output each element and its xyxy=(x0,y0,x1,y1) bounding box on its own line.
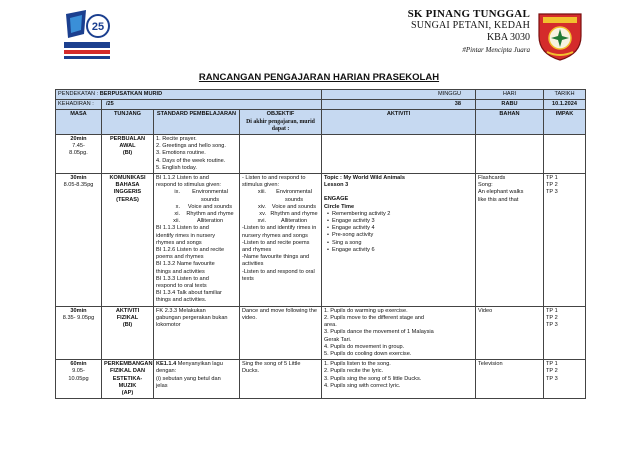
objektif-line: - Listen to and respond to xyxy=(242,175,306,182)
masa-cell xyxy=(56,174,102,307)
bahan-line: An elephant walks xyxy=(478,189,524,196)
approach-cell xyxy=(56,90,322,100)
standard-line: things and activities. xyxy=(156,297,207,304)
objektif-cell xyxy=(240,306,322,359)
list-number: xiv. xyxy=(258,203,266,210)
table-row xyxy=(56,360,586,399)
header-impak: IMPAK xyxy=(544,110,586,135)
standard-line: BI 1.3.4 Talk about familiar xyxy=(156,290,222,297)
standard-text: Menyanyikan lagu xyxy=(176,361,223,368)
standard-line: 1. Recite prayer. xyxy=(156,136,197,143)
table-row xyxy=(56,306,586,359)
aktiviti-cell xyxy=(322,306,476,359)
list-number: xi. xyxy=(174,211,180,218)
week-value: 38 xyxy=(322,100,476,110)
standard-line: BI 1.3.2 Name favourite xyxy=(156,261,215,268)
table-row xyxy=(56,174,586,307)
standard-roman-list xyxy=(156,189,237,225)
header-standard: STANDARD PEMBELAJARAN xyxy=(154,110,240,135)
objektif-line: stimulus given: xyxy=(242,182,279,189)
activity-line: 3. Pupils dance the movement of 1 Malaysia xyxy=(324,329,434,336)
objektif-line: -Listen to and respond to oral xyxy=(242,268,315,275)
header-tunjang: TUNJANG xyxy=(102,110,154,135)
standard-line xyxy=(156,361,237,368)
standard-cell xyxy=(154,360,240,399)
masa-time: 8.05-8.35pg xyxy=(63,182,94,189)
impak-level: TP 3 xyxy=(546,375,558,382)
list-item xyxy=(252,204,319,211)
bahan-cell xyxy=(476,135,544,174)
standard-line: poems and rhymes xyxy=(156,254,204,261)
standard-line: jelas xyxy=(156,382,168,389)
standard-line: BI 1.2.6 Listen to and recite xyxy=(156,247,225,254)
standard-line: dengan: xyxy=(156,368,177,375)
objektif-line: video. xyxy=(242,314,257,321)
standard-line: respond to stimulus given: xyxy=(156,182,221,189)
masa-cell xyxy=(56,306,102,359)
objektif-line: -Listen to and identify rimes in xyxy=(242,225,317,232)
tunjang-text: AKTIVITI xyxy=(115,307,140,314)
column-header-row xyxy=(56,110,586,135)
tunjang-text: ESTETIKA- MUZIK xyxy=(112,375,143,389)
masa-cell xyxy=(56,360,102,399)
list-item xyxy=(252,211,319,218)
header-objektif-label: OBJEKTIF xyxy=(266,111,295,118)
impak-cell xyxy=(544,135,586,174)
activity-engage-heading: ENGAGE xyxy=(324,196,349,203)
standard-line: FK 2.3.3 Melakukan xyxy=(156,307,206,314)
tunjang-cell xyxy=(102,306,154,359)
objektif-line: -Listen to and recite poems xyxy=(242,239,310,246)
activity-line: area. xyxy=(324,322,337,329)
objektif-line: -Name favourite things and xyxy=(242,254,310,261)
school-location: SUNGAI PETANI, KEDAH xyxy=(410,20,530,31)
objektif-line: and rhymes xyxy=(242,247,272,254)
tunjang-cell xyxy=(102,360,154,399)
list-item xyxy=(166,218,237,225)
list-item: • Engage activity 4 xyxy=(324,225,473,232)
activity-bullet-list xyxy=(324,211,473,254)
school-crest-icon xyxy=(535,8,585,62)
standard-cell xyxy=(154,174,240,307)
logo-number: 25 xyxy=(91,21,105,33)
tunjang-text: AWAL xyxy=(119,143,136,150)
masa-duration: 30min xyxy=(70,175,87,182)
bahan-line: like this and that xyxy=(478,196,519,203)
day-label: HARI xyxy=(476,90,544,100)
header-objektif-sub: Di akhir pengajaran, murid dapat : xyxy=(246,118,315,132)
list-text: Alliteration xyxy=(280,218,308,225)
impak-cell xyxy=(544,174,586,307)
impak-level: TP 1 xyxy=(546,175,558,182)
masa-duration: 60min xyxy=(70,361,87,368)
tunjang-text: FIZIKAL DAN xyxy=(109,368,145,375)
bahan-line: Flashcards xyxy=(478,175,506,182)
tunjang-text: PERKEMBANGAN xyxy=(104,361,153,368)
impak-level: TP 2 xyxy=(546,368,558,375)
activity-line: 1. Pupils do warming up exercise. xyxy=(324,307,408,314)
standard-line: BI 1.1.2 Listen to and xyxy=(156,175,209,182)
school-anniversary-logo xyxy=(62,8,112,62)
list-item: • Sing a song xyxy=(324,240,473,247)
list-text: Environmental sounds xyxy=(192,189,228,203)
standard-line: 5. English today. xyxy=(156,164,197,171)
standard-line: (i) sebutan yang betul dan xyxy=(156,375,221,382)
info-row-approach xyxy=(56,90,586,100)
objektif-line: nursery rhymes and songs xyxy=(242,232,308,239)
attendance-label: KEHADIRAN : xyxy=(56,100,102,110)
tunjang-text: (AP) xyxy=(121,389,134,396)
date-value: 10.1.2024 xyxy=(544,100,586,110)
info-row-attendance xyxy=(56,100,586,110)
list-item xyxy=(252,218,319,225)
school-name: SK PINANG TUNGGAL xyxy=(407,8,530,20)
header-objektif xyxy=(240,110,322,135)
standard-line: identify rimes in nursery xyxy=(156,232,216,239)
approach-label: PENDEKATAN : xyxy=(58,91,99,97)
objektif-line: texts xyxy=(242,275,254,282)
standard-code: KE1.1.4 xyxy=(156,361,177,368)
bahan-line: Video xyxy=(478,307,493,314)
activity-circle-heading: Circle Time xyxy=(324,203,355,210)
bahan-cell xyxy=(476,360,544,399)
aktiviti-cell xyxy=(322,135,476,174)
tunjang-text: (BI) xyxy=(122,322,133,329)
impak-level: TP 2 xyxy=(546,182,558,189)
activity-line: 3. Pupils sing the song of 5 little Ducks. xyxy=(324,375,422,382)
impak-level: TP 3 xyxy=(546,189,558,196)
objektif-cell xyxy=(240,360,322,399)
aktiviti-cell xyxy=(322,174,476,307)
tunjang-text: KOMUNIKASI xyxy=(109,175,146,182)
lesson-plan-table xyxy=(55,89,586,399)
masa-time: 8.35- 9.05pg xyxy=(62,314,95,321)
tunjang-text: INGGERIS xyxy=(113,189,142,196)
activity-line: Gerak Tari. xyxy=(324,336,352,343)
list-text: Alliteration xyxy=(196,218,224,225)
list-item: • Engage activity 3 xyxy=(324,218,473,225)
bahan-line: Television xyxy=(478,361,503,368)
list-text: Rhythm and rhyme xyxy=(270,211,318,218)
masa-time: 9.05- xyxy=(72,368,85,375)
standard-line: respond to oral texts xyxy=(156,283,207,290)
tunjang-text: (BI) xyxy=(122,150,133,157)
standard-line: lokomotor xyxy=(156,322,181,329)
standard-line: 3. Emotions routine. xyxy=(156,150,206,157)
standard-cell xyxy=(154,306,240,359)
table-row xyxy=(56,135,586,174)
header-bahan: BAHAN xyxy=(476,110,544,135)
list-number: xii. xyxy=(173,218,180,225)
list-text: Rhythm and rhyme xyxy=(186,211,234,218)
school-code: KBA 3030 xyxy=(486,32,530,43)
tunjang-cell xyxy=(102,135,154,174)
standard-line: gabungan pergerakan bukan xyxy=(156,314,228,321)
list-item xyxy=(166,189,237,203)
activity-line: 5. Pupils do cooling down exercise. xyxy=(324,350,412,357)
activity-lesson: Lesson 3 xyxy=(324,182,349,189)
aktiviti-cell xyxy=(322,360,476,399)
objektif-cell xyxy=(240,135,322,174)
masa-time: 8.05pg. xyxy=(69,150,88,157)
attendance-value: /25 xyxy=(102,100,322,110)
list-number: xv. xyxy=(259,211,266,218)
activity-line: 1. Pupils listen to the song. xyxy=(324,361,391,368)
standard-line: BI 1.1.3 Listen to and xyxy=(156,225,209,232)
masa-cell xyxy=(56,135,102,174)
objektif-line: activities xyxy=(242,261,264,268)
list-item xyxy=(166,204,237,211)
list-text: Voice and sounds xyxy=(271,203,317,210)
standard-line: things and activities xyxy=(156,268,205,275)
objektif-line: Dance and move following the xyxy=(242,307,317,314)
objektif-roman-list xyxy=(242,189,319,225)
activity-line: 2. Pupils recite the lyric. xyxy=(324,368,384,375)
list-number: ix. xyxy=(174,189,180,196)
activity-line: 4. Pupils sing with correct lyric. xyxy=(324,382,401,389)
list-text: Environmental sounds xyxy=(276,189,312,203)
list-item: • Pre-song activity xyxy=(324,232,473,239)
bahan-cell xyxy=(476,174,544,307)
list-number: xiii. xyxy=(257,189,266,196)
page-title: RANCANGAN PENGAJARAN HARIAN PRASEKOLAH xyxy=(198,72,440,83)
approach-value: BERPUSATKAN MURID xyxy=(99,91,163,97)
impak-level: TP 3 xyxy=(546,322,558,329)
masa-duration: 30min xyxy=(70,307,87,314)
list-item xyxy=(166,211,237,218)
tunjang-text: (TERAS) xyxy=(116,196,139,203)
tunjang-text: FIZIKAL xyxy=(116,314,139,321)
standard-line: 2. Greetings and hello song. xyxy=(156,143,226,150)
school-motto: #Pintar Mencipta Juara xyxy=(462,46,530,54)
list-text: Voice and sounds xyxy=(187,203,233,210)
list-item: • Remembering activity 2 xyxy=(324,211,473,218)
header-aktiviti: AKTIVITI xyxy=(322,110,476,135)
header-masa: MASA xyxy=(56,110,102,135)
school-name-block xyxy=(408,8,530,56)
date-label: TARIKH xyxy=(544,90,586,100)
activity-line: 2. Pupils move to the different stage and xyxy=(324,314,425,321)
list-number: xvi. xyxy=(257,218,266,225)
standard-line: rhymes and songs xyxy=(156,239,202,246)
standard-cell xyxy=(154,135,240,174)
objektif-line: Sing the song of 5 Little Ducks. xyxy=(242,361,301,375)
masa-duration: 20min xyxy=(70,136,87,143)
week-label: MINGGU xyxy=(322,90,476,100)
activity-line: 4. Pupils do movement in group. xyxy=(324,343,405,350)
impak-level: TP 1 xyxy=(546,361,558,368)
list-number: x. xyxy=(175,203,180,210)
impak-cell xyxy=(544,360,586,399)
masa-time: 7.45- xyxy=(72,143,85,150)
standard-line: 4. Days of the week routine. xyxy=(156,157,226,164)
impak-level: TP 1 xyxy=(546,307,558,314)
day-value: RABU xyxy=(476,100,544,110)
objektif-cell xyxy=(240,174,322,307)
tunjang-text: PERBUALAN xyxy=(109,136,146,143)
standard-line: BI 1.3.3 Listen to and xyxy=(156,275,209,282)
bahan-cell xyxy=(476,306,544,359)
bahan-line: Song: xyxy=(478,182,493,189)
list-item: • Engage activity 6 xyxy=(324,247,473,254)
tunjang-cell xyxy=(102,174,154,307)
tunjang-text: BAHASA xyxy=(115,182,140,189)
activity-topic: Topic : My World Wild Animals xyxy=(324,175,405,182)
masa-time: 10.05pg xyxy=(68,375,89,382)
impak-level: TP 2 xyxy=(546,314,558,321)
impak-cell xyxy=(544,306,586,359)
list-item xyxy=(252,189,319,203)
